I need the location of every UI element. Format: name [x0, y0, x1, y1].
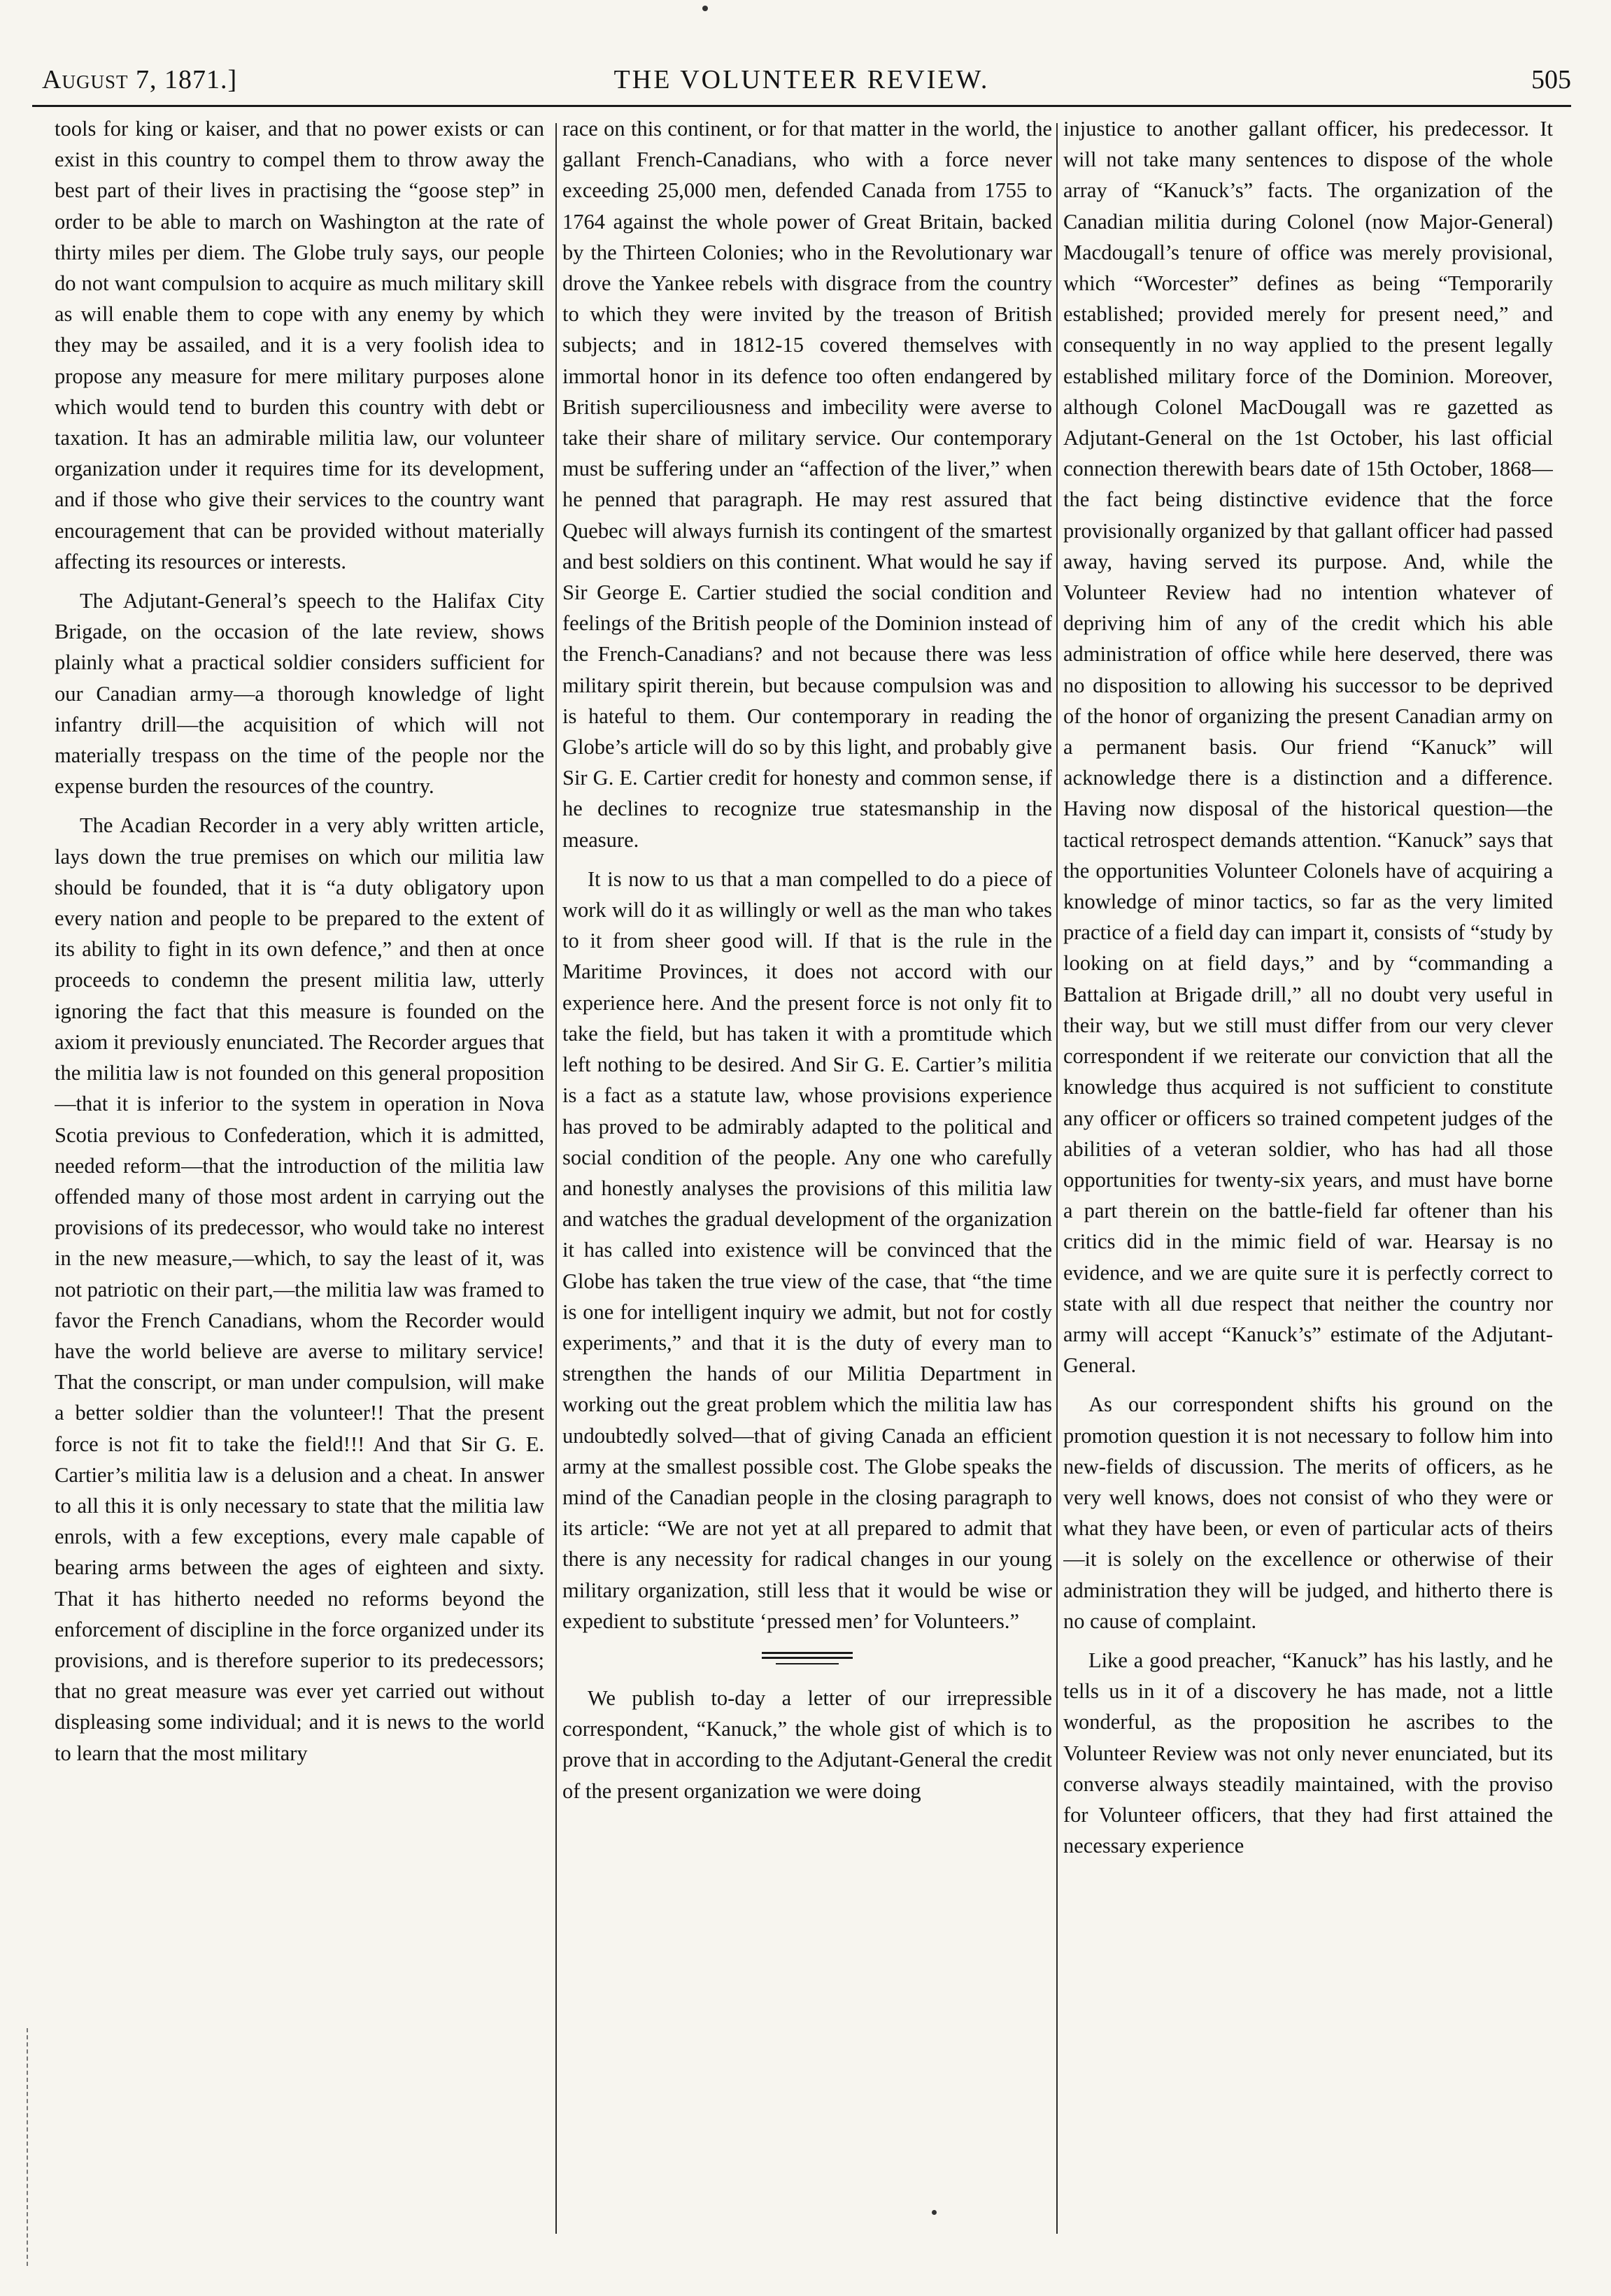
paragraph: The Adjutant-General’s speech to the Halifax City Brigade, on the occasion of the late review, shows plainly what a practical soldier considers sufficient for our Canadian army—a thorough knowledge of light infantry drill—the acquisition of which will not materially trespass on the time of the people nor the expense burden the resources of the country. — [55, 589, 544, 799]
publication-title: THE VOLUNTEER REVIEW. — [613, 65, 990, 94]
paragraph: tools for king or kaiser, and that no power exists or can exist in this country to compel them to throw away the best part of their lives in practising the “goose step” in order to be able to march on Washington at the rate of thirty miles per diem. The Globe truly says, our people do not want compulsion to acquire as much military skill as will enable them to cope with any enemy by which they may be assailed, and it is a very foolish idea to propose any measure for mere military purposes alone which would tend to burden this country with debt or taxation. It has an admirable militia law, our volunteer organization under it requires time for its development, and if those who give their services to the country want encouragement that can be provided without materially affecting its resources or interests. — [55, 117, 544, 573]
page-number: 505 — [1531, 65, 1571, 94]
section-separator — [762, 1652, 853, 1659]
column-rule-2 — [1056, 123, 1058, 2234]
print-mark-dot — [932, 2210, 937, 2215]
issue-date: August 7, 1871.] — [42, 65, 238, 94]
paragraph: We publish to-day a letter of our irrepressible correspondent, “Kanuck,” the whole gist of which is to prove that in according to the Adjutant-General the credit of the present organization we were doing — [562, 1685, 1052, 1803]
scan-edge-marks — [27, 2028, 29, 2266]
column-rule-1 — [555, 123, 557, 2234]
paragraph: It is now to us that a man compelled to do a piece of work will do it as willingly or well as the man who takes to it from sheer good will. If that is the rule in the Maritime Provinces, it does not accord with our experience here. And the present force is not only fit to take the field, but has taken it with a promtitude which left nothing to be desired. And Sir G. E. Cartier’s militia is a fact as a statute law, whose provisions experience has proved to be admirably adapted to the political and social condition of the people. Any one who carefully and honestly analyses the provisions of this militia law and watches the gradual development of the organization it has called into existence will be convinced that the Globe has taken the true view of the case, that “the time is one for intelligent inquiry we admit, but not for costly experiments,” and that it is the duty of every man to strengthen the hands of our Militia Department in working out the great problem which the militia law has undoubtedly solved—that of giving Canada an efficient army at the smallest possible cost. The Globe speaks the mind of the Canadian people in the closing paragraph to its article: “We are not yet at all prepared to admit that there is any necessity for radical changes in our young military organization, still less that it would be wise or expedient to substitute ‘pressed men’ for Volunteers.” — [562, 867, 1052, 1633]
paragraph: race on this continent, or for that matter in the world, the gallant French-Canadians, who with a force never exceeding 25,000 men, defended Canada from 1755 to 1764 against the whole power of Great Britain, backed by the Thirteen Colonies; who in the Revolutionary war drove the Yankee rebels with disgrace from the country to which they were invited by the treason of British subjects; and in 1812-15 covered themselves with immortal honor in its defence too often endangered by British superciliousness and imbecility were averse to take their share of military service. Our contemporary must be suffering under an “affection of the liver,” when he penned that paragraph. He may rest assured that Quebec will always furnish its contingent of the smartest and best soldiers on this continent. What would he say if Sir George E. Cartier studied the social condition and feelings of the British people of the Dominion instead of the French-Canadians? and not because there was less military spirit therein, but because compulsion was and is hateful to them. Our contemporary in reading the Globe’s article will do so by this light, and probably give Sir G. E. Cartier credit for honesty and common sense, if he declines to recognize true statesmanship in the measure. — [562, 117, 1052, 852]
print-mark-dot — [702, 6, 708, 11]
paragraph: injustice to another gallant officer, his predecessor. It will not take many sentences to dispose of the whole array of “Kanuck’s” facts. The organization of the Canadian militia during Colonel (now Major-General) Macdougall’s tenure of office was merely provisional, which “Worcester” defines as being “Temporarily established; provided merely for present need,” and consequently in no way applied to the present legally established military force of the Dominion. Moreover, although Colonel MacDougall was re gazetted as Adjutant-General on the 1st October, his last official connection therewith bears date of 15th October, 1868—the fact being distinctive evidence that the force provisionally organized by that gallant officer had passed away, having served its purpose. And, while the Volunteer Review had no intention whatever of depriving him of any of the credit which his able administration of office while here deserved, there was no disposition to allowing his successor to be deprived of the honor of organizing the present Canadian army on a permanent basis. Our friend “Kanuck” will acknowledge there is a distinction and a difference. Having now disposal of the historical question—the tactical retrospect demands attention. “Kanuck” says that the opportunities Volunteer Colonels have of acquiring a knowledge of minor tactics, so far as the very limited practice of a field day can impart it, consists of “study by looking on at field days,” and by “commanding a Battalion at Brigade drill,” all no doubt very useful in their way, but we still must differ from our very clever correspondent if we reiterate our conviction that all the knowledge thus acquired is not sufficient to constitute any officer or officers so trained competent judges of the abilities of a veteran soldier, who has had all those opportunities for twenty-six years, and must have borne a part therein on the battle-field far oftener than his critics did in the mimic field of war. Hearsay is no evidence, and we are quite sure it is perfectly correct to state with all due respect that neither the country nor army will accept “Kanuck’s” estimate of the Adjutant-General. — [1063, 117, 1553, 1378]
column-1 — [55, 113, 544, 2239]
paragraph: Like a good preacher, “Kanuck” has his lastly, and he tells us in it of a discovery he has made, not a little wonderful, as the proposition he ascribes to the Volunteer Review was not only never enunciated, but its converse always steadily maintained, with the proviso for Volunteer officers, that they had first attained the necessary experience — [1063, 1648, 1553, 1858]
column-2 — [562, 113, 1052, 2239]
header-rule — [32, 105, 1571, 107]
column-3 — [1063, 113, 1553, 2239]
paragraph: As our correspondent shifts his ground on the promotion question it is not necessary to follow him into new-fields of discussion. The merits of officers, as he very well knows, does not consist of who they were or what they have been, or even of particular acts of theirs—it is solely on the excellence or otherwise of their administration they will be judged, and hitherto there is no cause of complaint. — [1063, 1392, 1553, 1633]
page-header — [32, 64, 1571, 104]
paragraph: The Acadian Recorder in a very ably written article, lays down the true premises on which our militia law should be founded, that it is “a duty obligatory upon every nation and people to be prepared to the extent of its ability to fight in its own defence,” and then at once proceeds to condemn the present militia law, utterly ignoring the fact that this measure is founded on the axiom it previously enunciated. The Recorder argues that the militia law is not founded on this general proposition—that it is inferior to the system in operation in Nova Scotia previous to Confederation, which it is admitted, needed reform—that the introduction of the militia law offended many of those most ardent in carrying out the provisions of its predecessor, who would take no interest in the new measure,—which, to say the least of it, was not patriotic on their part,—the militia law was framed to favor the French Canadians, whom the Recorder would have the world believe are averse to military service! That the conscript, or man under compulsion, will make a better soldier than the volunteer!! That the present force is not fit to take the field!!! And that Sir G. E. Cartier’s militia law is a delusion and a cheat. In answer to all this it is only necessary to state that the militia law enrols, with a few exceptions, every male capable of bearing arms between the ages of eighteen and sixty. That it has hitherto needed no reforms beyond the enforcement of discipline in the force organized under its provisions, and is therefore superior to its predecessors; that no great measure was ever yet carried out without displeasing some individual; and it is news to the world to learn that the most military — [55, 813, 544, 1765]
section-separator-underline — [776, 1663, 839, 1664]
